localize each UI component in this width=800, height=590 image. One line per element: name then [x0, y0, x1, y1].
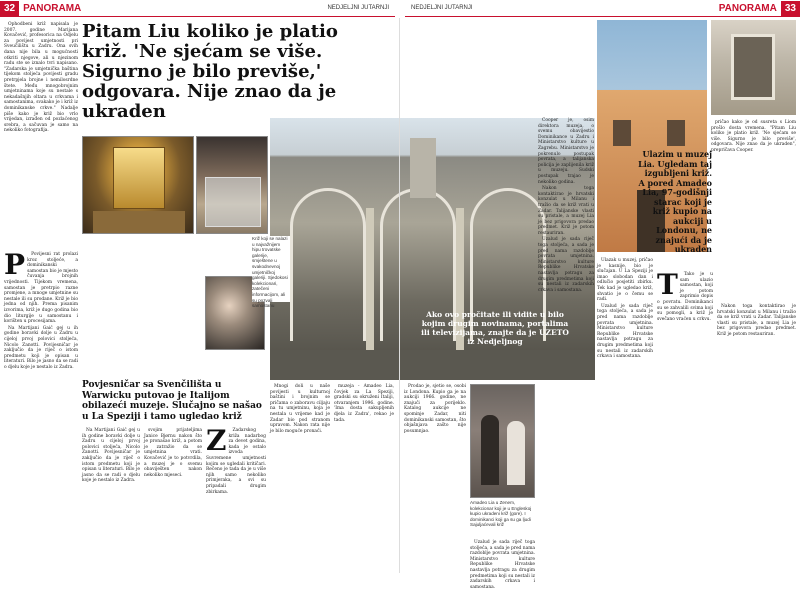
body-text: svojim prijateljima Janice Bjørnu nakon što je pronašao križ, a potom je zatražio da se umjetnina vrati. Kovačević je to potvrdila, a muzej je o svemu obaviješten nakon nekoliko mjeseci.	[144, 428, 202, 478]
body-column	[4, 248, 78, 467]
headline: Pitam Liu koliko je platio križ. 'Ne sjećam se više. Sigurno je bilo previše,' odgovara. Nije znao da je ukraden	[82, 21, 338, 122]
body-column	[270, 384, 330, 568]
body-text: muzeja - Amadeo Lia, čovjek za La Speziji, gradski su okruženi Italiji, otvaranjem 1996. godine. 'Ima dosta sakupljenih djela iz Zadra', rekao je tada.	[334, 384, 394, 423]
window	[731, 34, 775, 100]
body-text: Prodao je, sjetio se, osobi iz Londona. Kupio ga je na aukciji 1966. godine, ne znajući za porijeklo. Katalog aukcije ne spominje Zadar, niti dominikanski samostan, što objašnjava zašto nije posumnjao.	[404, 384, 466, 434]
body-column	[657, 268, 713, 568]
page-gutter	[399, 18, 400, 573]
window	[613, 120, 631, 146]
date-line: NEDJELJNI JUTARNJI	[411, 5, 473, 11]
left-page-header	[0, 0, 395, 16]
bell-tower	[410, 138, 436, 198]
body-text: Nakon toga kontaktirao je hrvatski konzulat u Milanu i tražio da se križ vrati u Zadar. Talijanske vlasti su pristale, a muzej Lia je bez prigovora predao predmet. Križ je potom restauriran.	[538, 186, 594, 236]
body-text: Uzalud je sada riječ toga stoljeća, a sada je pred nama razdoblje povrata umjetnina. Ministarstvo kulture Republike Hrvatske nastavlja potragu za drugim predmetima koji su nestali iz zadarskih crkava i samostana.	[470, 540, 535, 590]
pillar	[366, 208, 374, 358]
body-column	[206, 424, 266, 568]
person	[507, 421, 525, 485]
body-text: Na Martijani Gaić gej u ih godine boravki dolje u Zadru u cijeloj prvoj polovici stoljeća, Nicolo Zanotti. Povijesničar je zaključio da je riječ o istom predmetu koji je opisan u literaturi. Bilo je jasno da se radi o djelu koje je nestalo iz Zadra.	[82, 428, 140, 484]
section-label: PANORAMA	[718, 2, 777, 14]
altar-photo	[82, 136, 194, 234]
section-label: PANORAMA	[23, 2, 82, 14]
museum-photo	[196, 136, 268, 234]
subhead: Povjesničar sa Svenčilišta u Warwicku putovao je Italijom obilazeći muzeje. Slučajno se našao u La Speziji i tamo ugledao križ	[82, 380, 262, 422]
body-column	[470, 540, 535, 590]
arch	[290, 188, 366, 341]
body-text: Nakon toga kontaktirao je hrvatski konzulat u Milanu i tražio da se križ vrati u Zadar. Talijanske vlasti su pristale, a muzej Lia je bez prigovora predao predmet. Križ je potom restauriran.	[717, 304, 796, 337]
body-text: Zadarskog križa nadarbog za devet godina, kada je ostalo izvoda Suvremene umjetnosti kojim se ugledali kritičari. Rečeno je tada da je u više njih samo nekoliko primjeraka, a svi su pripadali drugim zbirkama.	[206, 428, 266, 495]
body-text: Tako je u sam ulazio samostan, koji je potom zaprimio dopis o povratu. Dominikanci su se zahvalili svima koji su pomogli, a križ je svečano vraćen u crkvu.	[657, 272, 713, 322]
friar-caption: Križ koji se nalazi u najvažnijem hipu trovatske galerije, smještene u svakodnevnoj umjetničkoj galeriji. Sjedokosi kolekcionari, zatečeni informacijom, ali su pozvali samostanu	[252, 236, 290, 302]
body-text: Ulazak u muzej, pričao je kasnije, bio je slučajan. U La Speziji je imao slobodan dan i odlučio posjetiti zbirku. Tek kad je ugledao križ, shvatio je o čemu se radi.	[597, 258, 653, 303]
body-text: Uzalud je sada riječ toga stoljeća, a sada je pred nama razdoblje povrata umjetnina. Ministarstvo kulture Republike Hrvatske nastavlja potragu za drugim predmetima koji su nestali iz zadarskih crkava i samostana.	[597, 303, 653, 360]
window-photo	[711, 20, 796, 115]
dropcap: P	[4, 248, 26, 281]
body-column	[334, 384, 394, 568]
body-text: Cooper je, osim direktora muzeja, o svemu obavijestio Dominikance u Zadru i Ministarstvo kulture u Zagrebu. Ministarstvo je pokrenulo postupak povrata, a talijanska policija je zaplijenila križ u muzeju. Sudski postupak trajao je nekoliko godina.	[538, 118, 594, 185]
altar-shrine	[113, 147, 165, 209]
page-number: 32	[0, 1, 19, 16]
body-column	[144, 428, 202, 568]
dropcap: T	[657, 268, 678, 301]
people-caption: Amadeo Lia u Zenem, kolekcionar koji je u Engleskoj kupio ukradeni križ (gore). I dominikanci koji ga su ga ljudi Sajuljaćevali križ	[470, 500, 532, 528]
body-column	[82, 428, 140, 568]
body-text: pričao kako je od susreta s Liom prošlo dosta vremena. "Pitam Liu koliko je platio križ. 'Ne sjećam se više. Sigurno je bilo previše', odgovara. Nije znao da je ukraden", prepričava Cooper.	[711, 120, 796, 153]
intro-column	[4, 22, 78, 247]
body-text: Na Martijani Gaić gej u ih godine boravki dolje u Zadru u cijeloj prvoj polovici stoljeća, Nicolo Zanotti. Povijesničar je zaključio da je riječ o istom predmetu koji je opisan u literaturi. Bilo je jasno da se radi o djelu koje je nestalo iz Zadra.	[4, 325, 78, 370]
body-column	[404, 384, 466, 568]
person	[481, 415, 499, 485]
pull-quote: Ulazim u muzej Lia. Ugledam taj izgubljeni križ. A pored Amadeo Lia, 97-godišnji starac koji je križ kupio na aukciji u Londonu, ne znajući da je ukraden	[638, 149, 712, 254]
body-column	[717, 304, 796, 568]
header-rule	[405, 16, 800, 17]
header-rule	[0, 16, 395, 17]
body-column	[597, 258, 653, 568]
body-text: Uzalud je sada riječ toga stoljeća, a sada je pred nama razdoblje povrata umjetnina. Ministarstvo kulture Republike Hrvatske nastavlja potragu za drugim predmetima koji su nestali iz zadarskih crkava i samostana.	[538, 237, 594, 293]
altar-table	[93, 211, 185, 233]
body-text: Ophodbeni križ napisala je 2007. godine Marijana Kovačević, profesorica na Odjelu za povijest umjetnosti pri Sveučilištu u Zadru. Ona svih dana nije bila u mogućnosti otkriti njegove, ali u njezinom radu ste se iznalo tvri napisano. "Zadarska je umjetnička baština tijekom stoljeća povijesti gradu pretrpjela brojne i nemilosrdne štete. Među mnogobrojnim umjetninama koje su nestale s nekadašnjih oltara u crkvama i samostanima, svakako je i križ iz dominikanske crkve." Nadalje piše kako je križ bio vrlo vrijedan, izrađen od pozlaćenog srebra, a sačuvan je samo na nekoliko fotografija.	[4, 22, 78, 134]
window	[667, 120, 685, 146]
dropcap: Z	[206, 424, 227, 457]
page-number: 33	[781, 1, 800, 16]
display-case	[205, 177, 261, 227]
body-text: Mnogi doli u naše povijesti u kulturnoj baštini i brojnim se pričama o zaboravu ciljaju na tu umjetninu, koja je nestala u vrijeme kad je Zadar bio pod stranom upravom. Nakon rata nije je bilo moguće pronaći.	[270, 384, 330, 434]
date-line: NEDJELJNI JUTARNJI	[327, 5, 389, 11]
copyright-notice: Ako ovo pročitate ili vidite u bilo kojim drugim novinama, portalima ili televizijama, znajte da je UZETO iz Nedjeljnog	[421, 310, 569, 346]
people-photo	[470, 384, 535, 498]
right-page-header	[405, 0, 800, 16]
body-text: Povijesni rat prolazi kroz stoljeće, a dominikanski samostan bio je mjesto čuvanja brojnih vrijednosti. Tijekom vremena, samostan je pretrpio razne promjene, a mnoge umjetnine su nestale ili su prodane. Križ je bio jedna od njih. Prema pisanim izvorima, križ je dugo godina bio dio liturgije u samostanu i korišten u procesijama.	[4, 252, 78, 325]
body-column	[711, 120, 796, 300]
body-column	[538, 118, 594, 568]
